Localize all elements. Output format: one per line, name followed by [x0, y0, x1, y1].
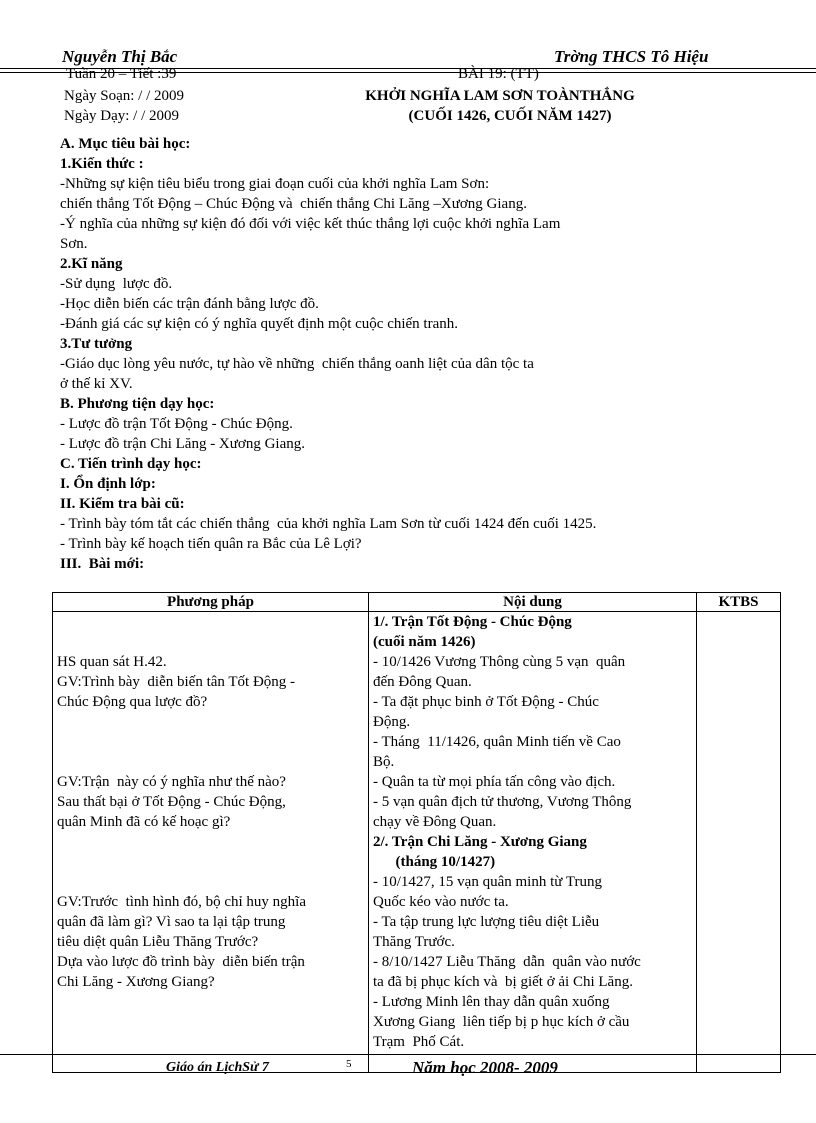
section-heading: C. Tiến trình dạy học:: [60, 456, 202, 472]
section-heading: II. Kiểm tra bài cũ:: [60, 496, 185, 512]
footer-subject: Giáo án LịchSử 7: [166, 1060, 269, 1075]
method-line: tiêu diệt quân Liễu Thăng Trước?: [57, 934, 259, 950]
content-line: ta đã bị phục kích và bị giết ở ải Chi Lăng.: [373, 974, 633, 990]
method-line: [53, 1032, 368, 1052]
method-line: [53, 832, 368, 852]
content-line: Quốc kéo vào nước ta.: [373, 894, 509, 910]
content-line: - Lương Minh lên thay dẫn quân xuống: [373, 994, 610, 1010]
body-line: - Trình bày tóm tắt các chiến thắng của khởi nghĩa Lam Sơn từ cuối 1424 đến cuối 1425.: [60, 516, 597, 532]
body-line: -Những sự kiện tiêu biểu trong giai đoạn cuối của khởi nghĩa Lam Sơn:: [60, 176, 490, 192]
header-method: Phương pháp: [53, 593, 369, 612]
content-line: - Quân ta từ mọi phía tấn công vào địch.: [373, 774, 616, 790]
method-line: Chi Lăng - Xương Giang?: [57, 974, 215, 990]
method-line: Dựa vào lược đồ trình bày diễn biến trận: [57, 954, 305, 970]
body-line: chiến thắng Tốt Động – Chúc Động và chiến thắng Chi Lăng –Xương Giang.: [60, 196, 527, 212]
content-line: - 5 vạn quân địch tử thương, Vương Thông: [373, 794, 632, 810]
content-cell: [369, 612, 697, 1073]
content-line: Động.: [373, 714, 411, 730]
method-line: [53, 632, 368, 652]
method-line: GV:Trình bày diễn biến tân Tốt Động -: [57, 674, 296, 690]
content-heading: (cuối năm 1426): [373, 634, 476, 650]
method-line: [53, 612, 368, 632]
method-line: quân đã làm gì? Vì sao ta lại tập trung: [57, 914, 286, 930]
prep-date: Ngày Soạn: / / 2009: [64, 88, 184, 104]
content-line: đến Đông Quan.: [373, 674, 472, 690]
method-line: [53, 1012, 368, 1032]
content-line: - 8/10/1427 Liễu Thăng dẫn quân vào nước: [373, 954, 641, 970]
header-ktbs: KTBS: [697, 593, 781, 612]
teach-date: Ngày Dạy: / / 2009: [64, 108, 179, 124]
body-line: -Đánh giá các sự kiện có ý nghĩa quyết định một cuộc chiến tranh.: [60, 316, 459, 332]
section-heading: 2.Kĩ năng: [60, 256, 123, 272]
header-content: Nội dung: [369, 593, 697, 612]
section-heading: I. Ổn định lớp:: [60, 476, 156, 492]
lesson-table: [52, 592, 781, 1073]
content-line: - Ta tập trung lực lượng tiêu diệt Liễu: [373, 914, 600, 930]
ktbs-cell: [697, 612, 781, 1073]
body-line: - Lược đồ trận Tốt Động - Chúc Động.: [60, 416, 293, 432]
method-cell: [53, 612, 369, 1073]
method-line: GV:Trận này có ý nghĩa như thế nào?: [57, 774, 286, 790]
content-line: Thăng Trước.: [373, 934, 455, 950]
body-line: ở thế kỉ XV.: [60, 376, 133, 392]
method-line: Chúc Động qua lược đồ?: [57, 694, 208, 710]
author-name: Nguyễn Thị Bắc: [62, 47, 178, 66]
table-header-row: [53, 593, 781, 612]
content-heading: 1/. Trận Tốt Động - Chúc Động: [373, 614, 572, 630]
section-heading: 1.Kiến thức :: [60, 156, 144, 172]
body-line: -Giáo dục lòng yêu nước, tự hào về những chiến thắng oanh liệt của dân tộc ta: [60, 356, 534, 372]
method-line: [53, 712, 368, 732]
lesson-objectives: [60, 134, 760, 574]
footer-rule: [0, 1054, 816, 1055]
body-line: -Sử dụng lược đồ.: [60, 276, 173, 292]
content-line: - Ta đặt phục binh ở Tốt Động - Chúc: [373, 694, 599, 710]
section-heading: 3.Tư tưởng: [60, 336, 133, 352]
content-line: Bộ.: [373, 754, 395, 770]
content-line: - 10/1426 Vương Thông cùng 5 vạn quân: [373, 654, 626, 670]
body-line: -Ý nghĩa của những sự kiện đó đối với việc kết thúc thắng lợi cuộc khởi nghĩa Lam: [60, 216, 561, 232]
method-line: [53, 732, 368, 752]
content-line: Xương Giang liên tiếp bị p hục kích ở cầu: [373, 1014, 630, 1030]
content-line: - 10/1427, 15 vạn quân minh từ Trung: [373, 874, 602, 890]
method-line: [53, 752, 368, 772]
lesson-subtitle: (CUỐI 1426, CUỐI NĂM 1427): [408, 108, 612, 124]
content-heading: 2/. Trận Chi Lăng - Xương Giang: [373, 834, 587, 850]
body-line: Sơn.: [60, 236, 88, 252]
table-row: [53, 612, 781, 1073]
footer-school-year: Năm học 2008- 2009: [412, 1058, 558, 1077]
method-line: [53, 992, 368, 1012]
method-line: [53, 852, 368, 872]
content-heading: (tháng 10/1427): [373, 854, 496, 870]
content-line: - Tháng 11/1426, quân Minh tiến về Cao: [373, 734, 621, 750]
method-line: HS quan sát H.42.: [57, 654, 167, 670]
method-line: quân Minh đã có kế hoạc gì?: [57, 814, 231, 830]
section-heading: B. Phương tiện dạy học:: [60, 396, 215, 412]
method-line: [53, 872, 368, 892]
lesson-number: BÀI 19: (TT): [458, 66, 539, 82]
content-line: Trạm Phố Cát.: [373, 1034, 465, 1050]
body-line: - Lược đồ trận Chi Lăng - Xương Giang.: [60, 436, 305, 452]
section-heading: A. Mục tiêu bài học:: [60, 136, 191, 152]
body-line: -Học diễn biến các trận đánh bằng lược đồ.: [60, 296, 319, 312]
week-period: Tuần 20 – Tiết :39: [66, 66, 177, 82]
lesson-title: KHỞI NGHĨA LAM SƠN TOÀNTHẮNG: [365, 88, 635, 104]
school-name: Trờng THCS Tô Hiệu: [554, 47, 709, 66]
page-number: 5: [346, 1058, 352, 1070]
body-line: - Trình bày kế hoạch tiến quân ra Bắc của Lê Lợi?: [60, 536, 362, 552]
section-heading: III. Bài mới:: [60, 556, 145, 572]
method-line: Sau thất bại ở Tốt Động - Chúc Động,: [57, 794, 286, 810]
method-line: GV:Trước tình hình đó, bộ chỉ huy nghĩa: [57, 894, 306, 910]
content-line: chạy về Đông Quan.: [373, 814, 497, 830]
